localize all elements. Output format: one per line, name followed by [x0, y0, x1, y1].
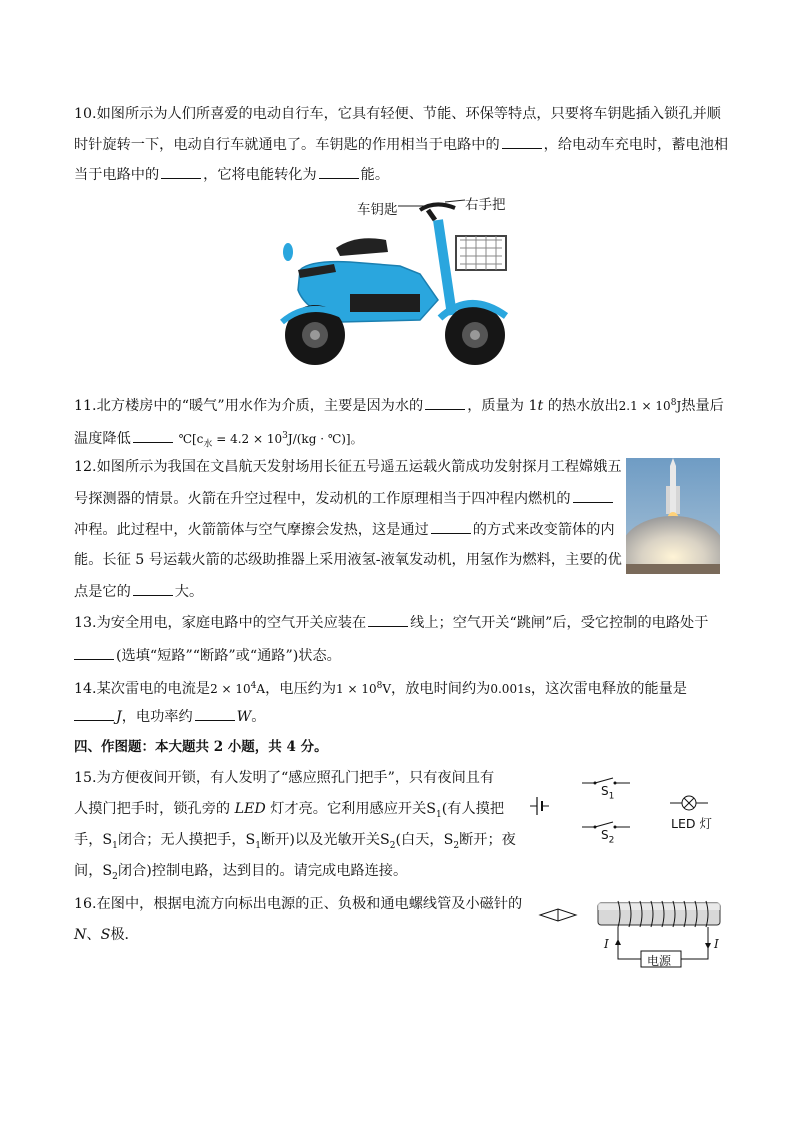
q12-line-5: 点是它的 大。: [74, 581, 722, 602]
q16-line-1: 16.在图中，根据电流方向标出电源的正、负极和通电螺线管及小磁针的: [74, 896, 523, 912]
answer-blank[interactable]: [319, 164, 359, 179]
power-source-label: 电源: [647, 954, 672, 968]
q15-line-4: 间，$S_2$闭合)控制电路，达到目的。请完成电路连接。: [74, 863, 408, 882]
answer-blank[interactable]: [431, 519, 471, 534]
q16-solenoid-figure: [538, 895, 728, 970]
s2-label: $S_2$: [601, 828, 615, 846]
q14-line-2: J，电功率约 W。: [74, 706, 722, 727]
current-label-left: I: [604, 937, 609, 951]
answer-blank[interactable]: [74, 706, 114, 721]
q11-line-1: 11.北方楼房中的“暖气”用水作为介质，主要是因为水的 ，质量为 1t 的热水放出$2.1 \times 10^8J$热量后: [74, 393, 722, 416]
label-right-handle: 右手把: [465, 197, 506, 213]
q10-line-1: 10.如图所示为人们所喜爱的电动自行车，它具有轻便、节能、环保等特点，只要将车钥匙插入锁孔并顺: [74, 106, 721, 122]
q12-line-2: 号探测器的情景。火箭在升空过程中，发动机的工作原理相当于四冲程内燃机的: [74, 488, 722, 509]
led-lamp-label: LED 灯: [671, 816, 712, 831]
answer-blank[interactable]: [133, 581, 173, 596]
answer-blank[interactable]: [573, 488, 613, 503]
ebike-figure: [270, 190, 530, 370]
q13-line-2: (选填“短路”“断路”或“通路”)状态。: [74, 645, 722, 666]
answer-blank[interactable]: [502, 134, 542, 149]
q11-line-2: 温度降低 $℃[c_水 = 4.2 \times 10^3J/(kg$ · ℃)]。: [74, 426, 722, 454]
q15-line-2: 人摸门把手时，锁孔旁的 LED 灯才亮。它利用感应开关$S_1$(有人摸把: [74, 801, 505, 820]
answer-blank[interactable]: [133, 428, 173, 443]
label-car-key: 车钥匙: [357, 202, 398, 218]
q12-line-1: 12.如图所示为我国在文昌航天发射场用长征五号遥五运载火箭成功发射探月工程嫦娥五: [74, 459, 622, 475]
answer-blank[interactable]: [368, 612, 408, 627]
answer-blank[interactable]: [195, 706, 235, 721]
q15-line-3: 手，$S_1$闭合；无人摸把手，$S_1$断开)以及光敏开关$S_2$(白天，$S_2$断开；夜: [74, 832, 516, 851]
q14-line-1: 14.某次雷电的电流是$2 \times 10^4A$，电压约为$1 \times 10^8V$，放电时间约为0.001s，这次雷电释放的能量是: [74, 681, 687, 697]
current-label-right: I: [714, 937, 719, 951]
answer-blank[interactable]: [161, 164, 201, 179]
q10-line-3: 当于电路中的 ，它将电能转化为 能。: [74, 164, 722, 185]
q15-line-1: 15.为方便夜间开锁，有人发明了“感应照孔门把手”，只有夜间且有: [74, 770, 495, 786]
q12-line-4: 能。长征 5 号运载火箭的芯级助推器上采用液氢-液氧发动机，用氢作为燃料，主要的优: [74, 552, 622, 568]
q16-line-2: N、S极．: [74, 927, 139, 943]
answer-blank[interactable]: [425, 395, 465, 410]
q15-circuit-components: [520, 770, 740, 850]
s1-label: $S_1$: [601, 784, 615, 802]
answer-blank[interactable]: [74, 645, 114, 660]
section-4-heading: 四、作图题：本大题共 2 小题，共 4 分。: [74, 739, 328, 755]
rocket-launch-photo: [626, 458, 720, 574]
q13-line-1: 13.为安全用电，家庭电路中的空气开关应装在 线上；空气开关“跳闸”后，受它控制的电路处于: [74, 612, 722, 633]
q12-line-3: 冲程。此过程中，火箭箭体与空气摩擦会发热，这是通过 的方式来改变箭体的内: [74, 519, 722, 540]
q10-line-2: 时针旋转一下，电动自行车就通电了。车钥匙的作用相当于电路中的 ，给电动车充电时，蓄电池相: [74, 134, 722, 155]
